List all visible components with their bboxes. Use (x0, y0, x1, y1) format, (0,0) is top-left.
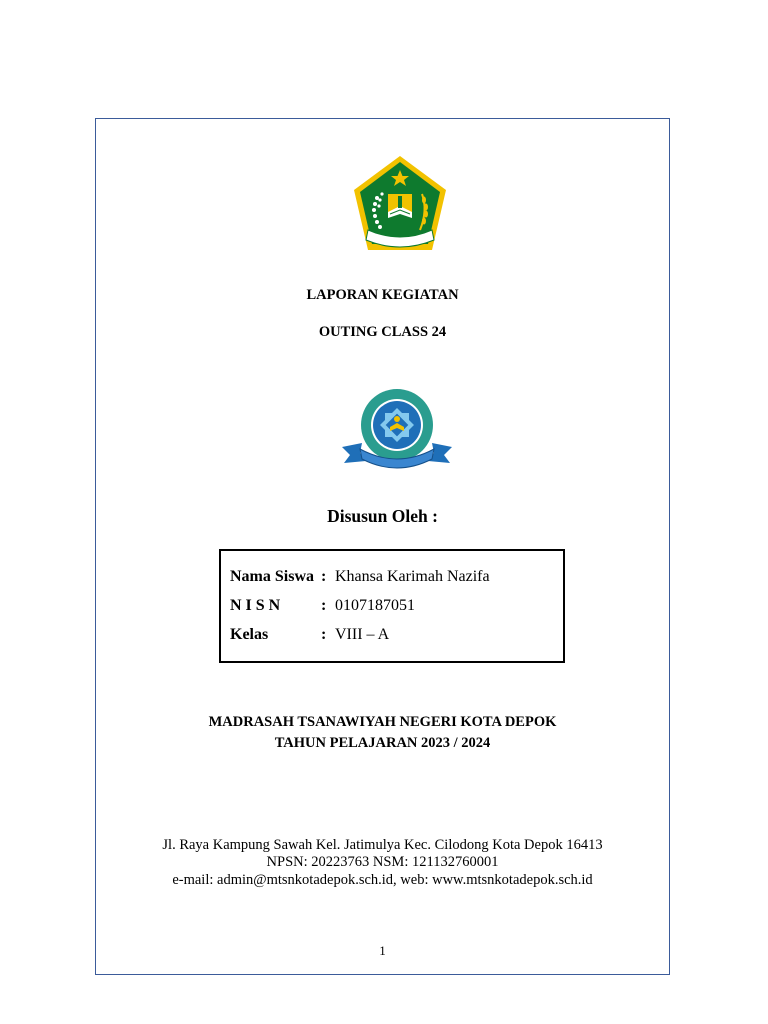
student-name-value: Khansa Karimah Nazifa (335, 568, 490, 585)
student-class-value: VIII – A (335, 626, 390, 643)
student-nisn-label: N I S N (230, 597, 281, 614)
student-name-colon: : (321, 568, 327, 585)
student-info-box (219, 549, 565, 663)
page-number: 1 (379, 943, 386, 958)
school-emblem-icon (340, 383, 454, 475)
student-nisn-colon: : (321, 597, 327, 614)
student-nisn-value: 0107187051 (335, 597, 415, 614)
prepared-by-heading: Disusun Oleh : (327, 506, 438, 526)
student-class-colon: : (321, 626, 327, 643)
address-line-3: e-mail: admin@mtsnkotadepok.sch.id, web: www.mtsnkotadepok.sch.id (172, 872, 593, 888)
academic-year: TAHUN PELAJARAN 2023 / 2024 (274, 735, 491, 751)
address-line-2: NPSN: 20223763 NSM: 121132760001 (266, 854, 499, 870)
student-name-label: Nama Siswa (230, 568, 315, 585)
report-subtitle: OUTING CLASS 24 (318, 324, 447, 340)
report-title: LAPORAN KEGIATAN (306, 287, 459, 303)
student-class-label: Kelas (230, 626, 269, 643)
address-line-1: Jl. Raya Kampung Sawah Kel. Jatimulya Kec. Cilodong Kota Depok 16413 (162, 837, 603, 853)
school-name: MADRASAH TSANAWIYAH NEGERI KOTA DEPOK (208, 714, 557, 730)
kemenag-emblem-icon (352, 154, 448, 254)
